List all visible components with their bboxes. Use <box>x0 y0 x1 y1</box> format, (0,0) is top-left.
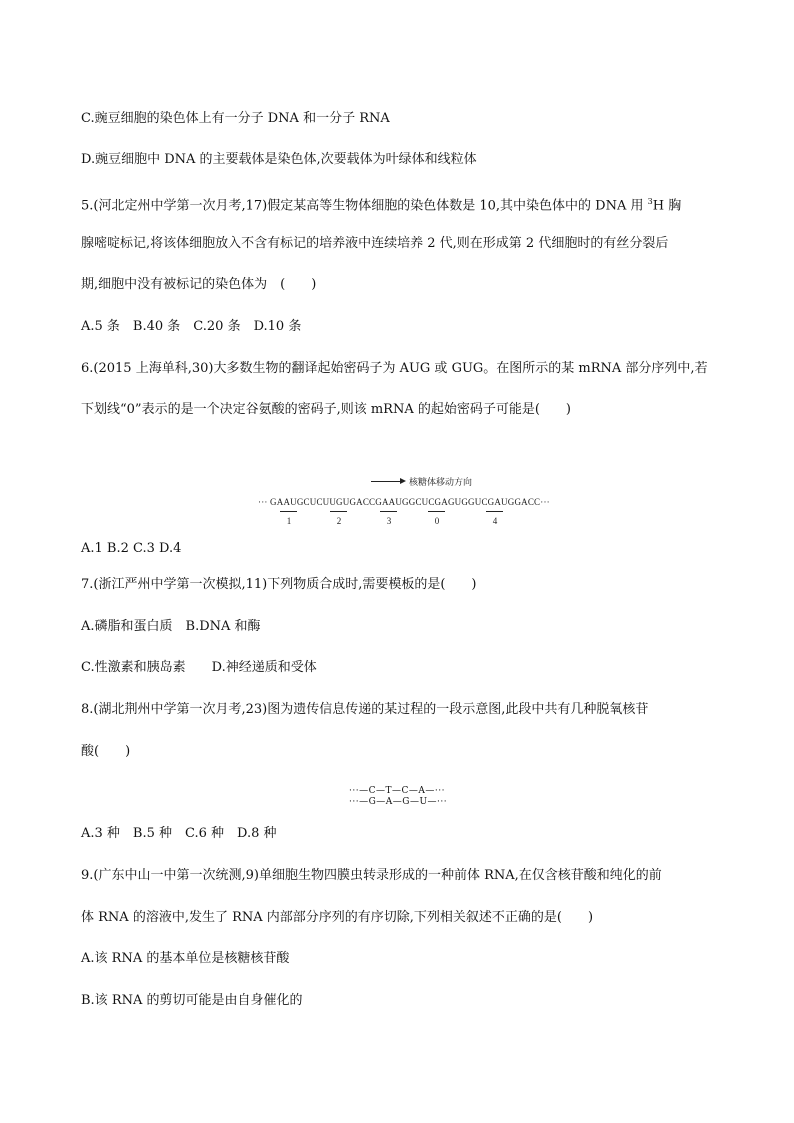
codon-underline-4 <box>486 511 503 512</box>
codon-underline-1 <box>280 511 297 512</box>
q5-text-a: 5.(河北定州中学第一次月考,17)假定某高等生物体细胞的染色体数是 10,其中染色体中的 DNA 用 <box>81 198 648 214</box>
option-c-q4: C.豌豆细胞的染色体上有一分子 DNA 和一分子 RNA <box>81 111 390 126</box>
question-5-line-1 <box>81 194 734 214</box>
codon-marker: 3 <box>386 516 392 526</box>
codon-marker: 1 <box>286 516 292 526</box>
strand-bottom: ···—G—A—G—U—··· <box>349 797 448 807</box>
codon-marker: 4 <box>492 516 498 526</box>
codon-underline-0 <box>428 511 445 512</box>
codon-underline-3 <box>380 511 397 512</box>
q5-text-b: H 胸 <box>652 198 682 214</box>
question-9-option-a: A.该 RNA 的基本单位是核糖核苷酸 <box>81 951 290 966</box>
question-6-line-1: 6.(2015 上海单科,30)大多数生物的翻译起始密码子为 AUG 或 GUG。在图所示的某 mRNA 部分序列中,若 <box>81 361 708 376</box>
question-7-options-cd: C.性激素和胰岛素 D.神经递质和受体 <box>81 660 317 675</box>
codon-marker: 2 <box>336 516 342 526</box>
strand-top: ···—C—T—C—A—··· <box>349 786 445 796</box>
question-8-line-1: 8.(湖北荆州中学第一次月考,23)图为遗传信息传递的某过程的一段示意图,此段中共有几种脱氧核苷 <box>81 702 649 717</box>
codon-underline-2 <box>330 511 347 512</box>
question-6-options: A.1 B.2 C.3 D.4 <box>81 541 182 556</box>
question-9-line-1: 9.(广东中山一中第一次统测,9)单细胞生物四膜虫转录形成的一种前体 RNA,在仅含核苷酸和纯化的前 <box>81 868 662 883</box>
question-5-line-2: 腺嘧啶标记,将该体细胞放入不含有标记的培养液中连续培养 2 代,则在形成第 2 代细胞时的有丝分裂后 <box>81 236 669 251</box>
question-7-options-ab: A.磷脂和蛋白质 B.DNA 和酶 <box>81 619 261 634</box>
arrow-head-icon <box>400 478 406 484</box>
question-6-line-2: 下划线“0”表示的是一个决定谷氨酸的密码子,则该 mRNA 的起始密码子可能是( ) <box>81 402 571 417</box>
question-9-option-b: B.该 RNA 的剪切可能是由自身催化的 <box>81 993 303 1008</box>
question-8-line-2: 酸( ) <box>81 744 131 759</box>
q5-superscript: 3 <box>647 197 653 206</box>
ribosome-direction-arrow-line <box>371 481 401 482</box>
codon-marker: 0 <box>434 516 440 526</box>
mrna-sequence: ··· GAAUGCUCUUGUGACCGAAUGGCUCGAGUGGUCGAUGGACC··· <box>258 497 550 507</box>
question-5-options: A.5 条 B.40 条 C.20 条 D.10 条 <box>81 319 302 334</box>
question-8-options: A.3 种 B.5 种 C.6 种 D.8 种 <box>81 826 277 841</box>
question-7-line-1: 7.(浙江严州中学第一次模拟,11)下列物质合成时,需要模板的是( ) <box>81 577 477 592</box>
question-5-line-3: 期,细胞中没有被标记的染色体为 ( ) <box>81 277 317 292</box>
question-9-line-2: 体 RNA 的溶液中,发生了 RNA 内部部分序列的有序切除,下列相关叙述不正确的是( ) <box>81 910 594 925</box>
ribosome-direction-label: 核糖体移动方向 <box>409 477 473 487</box>
option-d-q4: D.豌豆细胞中 DNA 的主要载体是染色体,次要载体为叶绿体和线粒体 <box>81 152 477 167</box>
